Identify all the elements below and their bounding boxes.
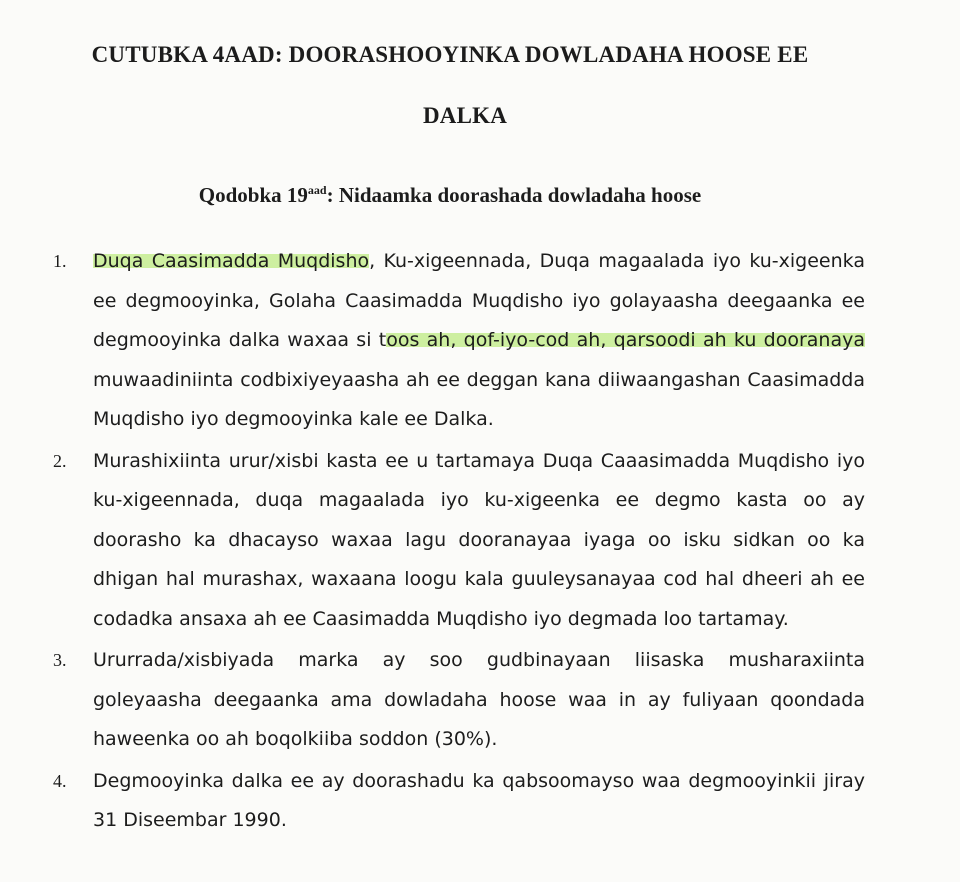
clause-number: 3. — [53, 650, 67, 670]
clause-text: Murashixiinta urur/xisbi kasta ee u tartamaya Duqa Caaasimadda Muqdisho iyo ku-xigeennada, duqa magaalada iyo ku-xigeenka ee degmo kasta oo ay doorasho ka dhacayso waxaa lagu dooranayaa iyaga oo isku sidkan oo ka dhigan hal murashax, waxaana loogu kala guuleysanayaa cod hal dheeri ah ee codadka ansaxa ah ee Caasimadda Muqdisho iyo degmada loo tartamay. — [93, 449, 865, 630]
clause-item — [0, 442, 865, 640]
clause-text: muwaadiniinta codbixiyeyaasha ah ee deggan kana diiwaangashan Caasimadda Muqdisho iyo degmooyinka kale ee Dalka. — [93, 368, 865, 430]
article-title-suffix: : Nidaamka doorashada dowladaha hoose — [326, 183, 702, 207]
highlighted-text: oos ah, qof-iyo-cod ah, qarsoodi ah ku dooranaya — [386, 329, 865, 351]
clause-text: , Ku-xigeennada, Duqa magaalada iyo ku-xigeenka ee degmooyinka, Golaha Caasimadda Muqdisho iyo golayaasha deegaanka ee degmooyinka dalka waxaa si t — [93, 250, 865, 351]
chapter-title-line1: CUTUBKA 4AAD: DOORASHOOYINKA DOWLADAHA HOOSE EE — [91, 42, 809, 67]
clause-number: 2. — [53, 450, 67, 471]
clause-item — [0, 242, 865, 440]
highlighted-text: Duqa Caasimadda Muqdisho — [93, 250, 370, 272]
clause-text: Degmooyinka dalka ee ay doorashadu ka qabsoomayso waa degmooyinkii jiray 31 Diseembar 1990. — [93, 769, 865, 831]
article-title-prefix: Qodobka 19 — [198, 183, 308, 207]
clause-number: 4. — [53, 770, 67, 791]
clause-item — [0, 641, 865, 760]
clause-list — [0, 242, 960, 843]
chapter-title-line2: DALKA — [422, 103, 508, 128]
clause-number: 1. — [53, 251, 67, 271]
article-title-superscript: aad — [307, 183, 327, 197]
article-title — [0, 183, 900, 208]
clause-text: Ururrada/xisbiyada marka ay soo gudbinayaan liisaska musharaxiinta goleyaasha deegaanka ama dowladaha hoose waa in ay fuliyaan qoondada haweenka oo ah boqolkiiba soddon (30%). — [93, 649, 865, 750]
clause-item — [0, 762, 865, 841]
